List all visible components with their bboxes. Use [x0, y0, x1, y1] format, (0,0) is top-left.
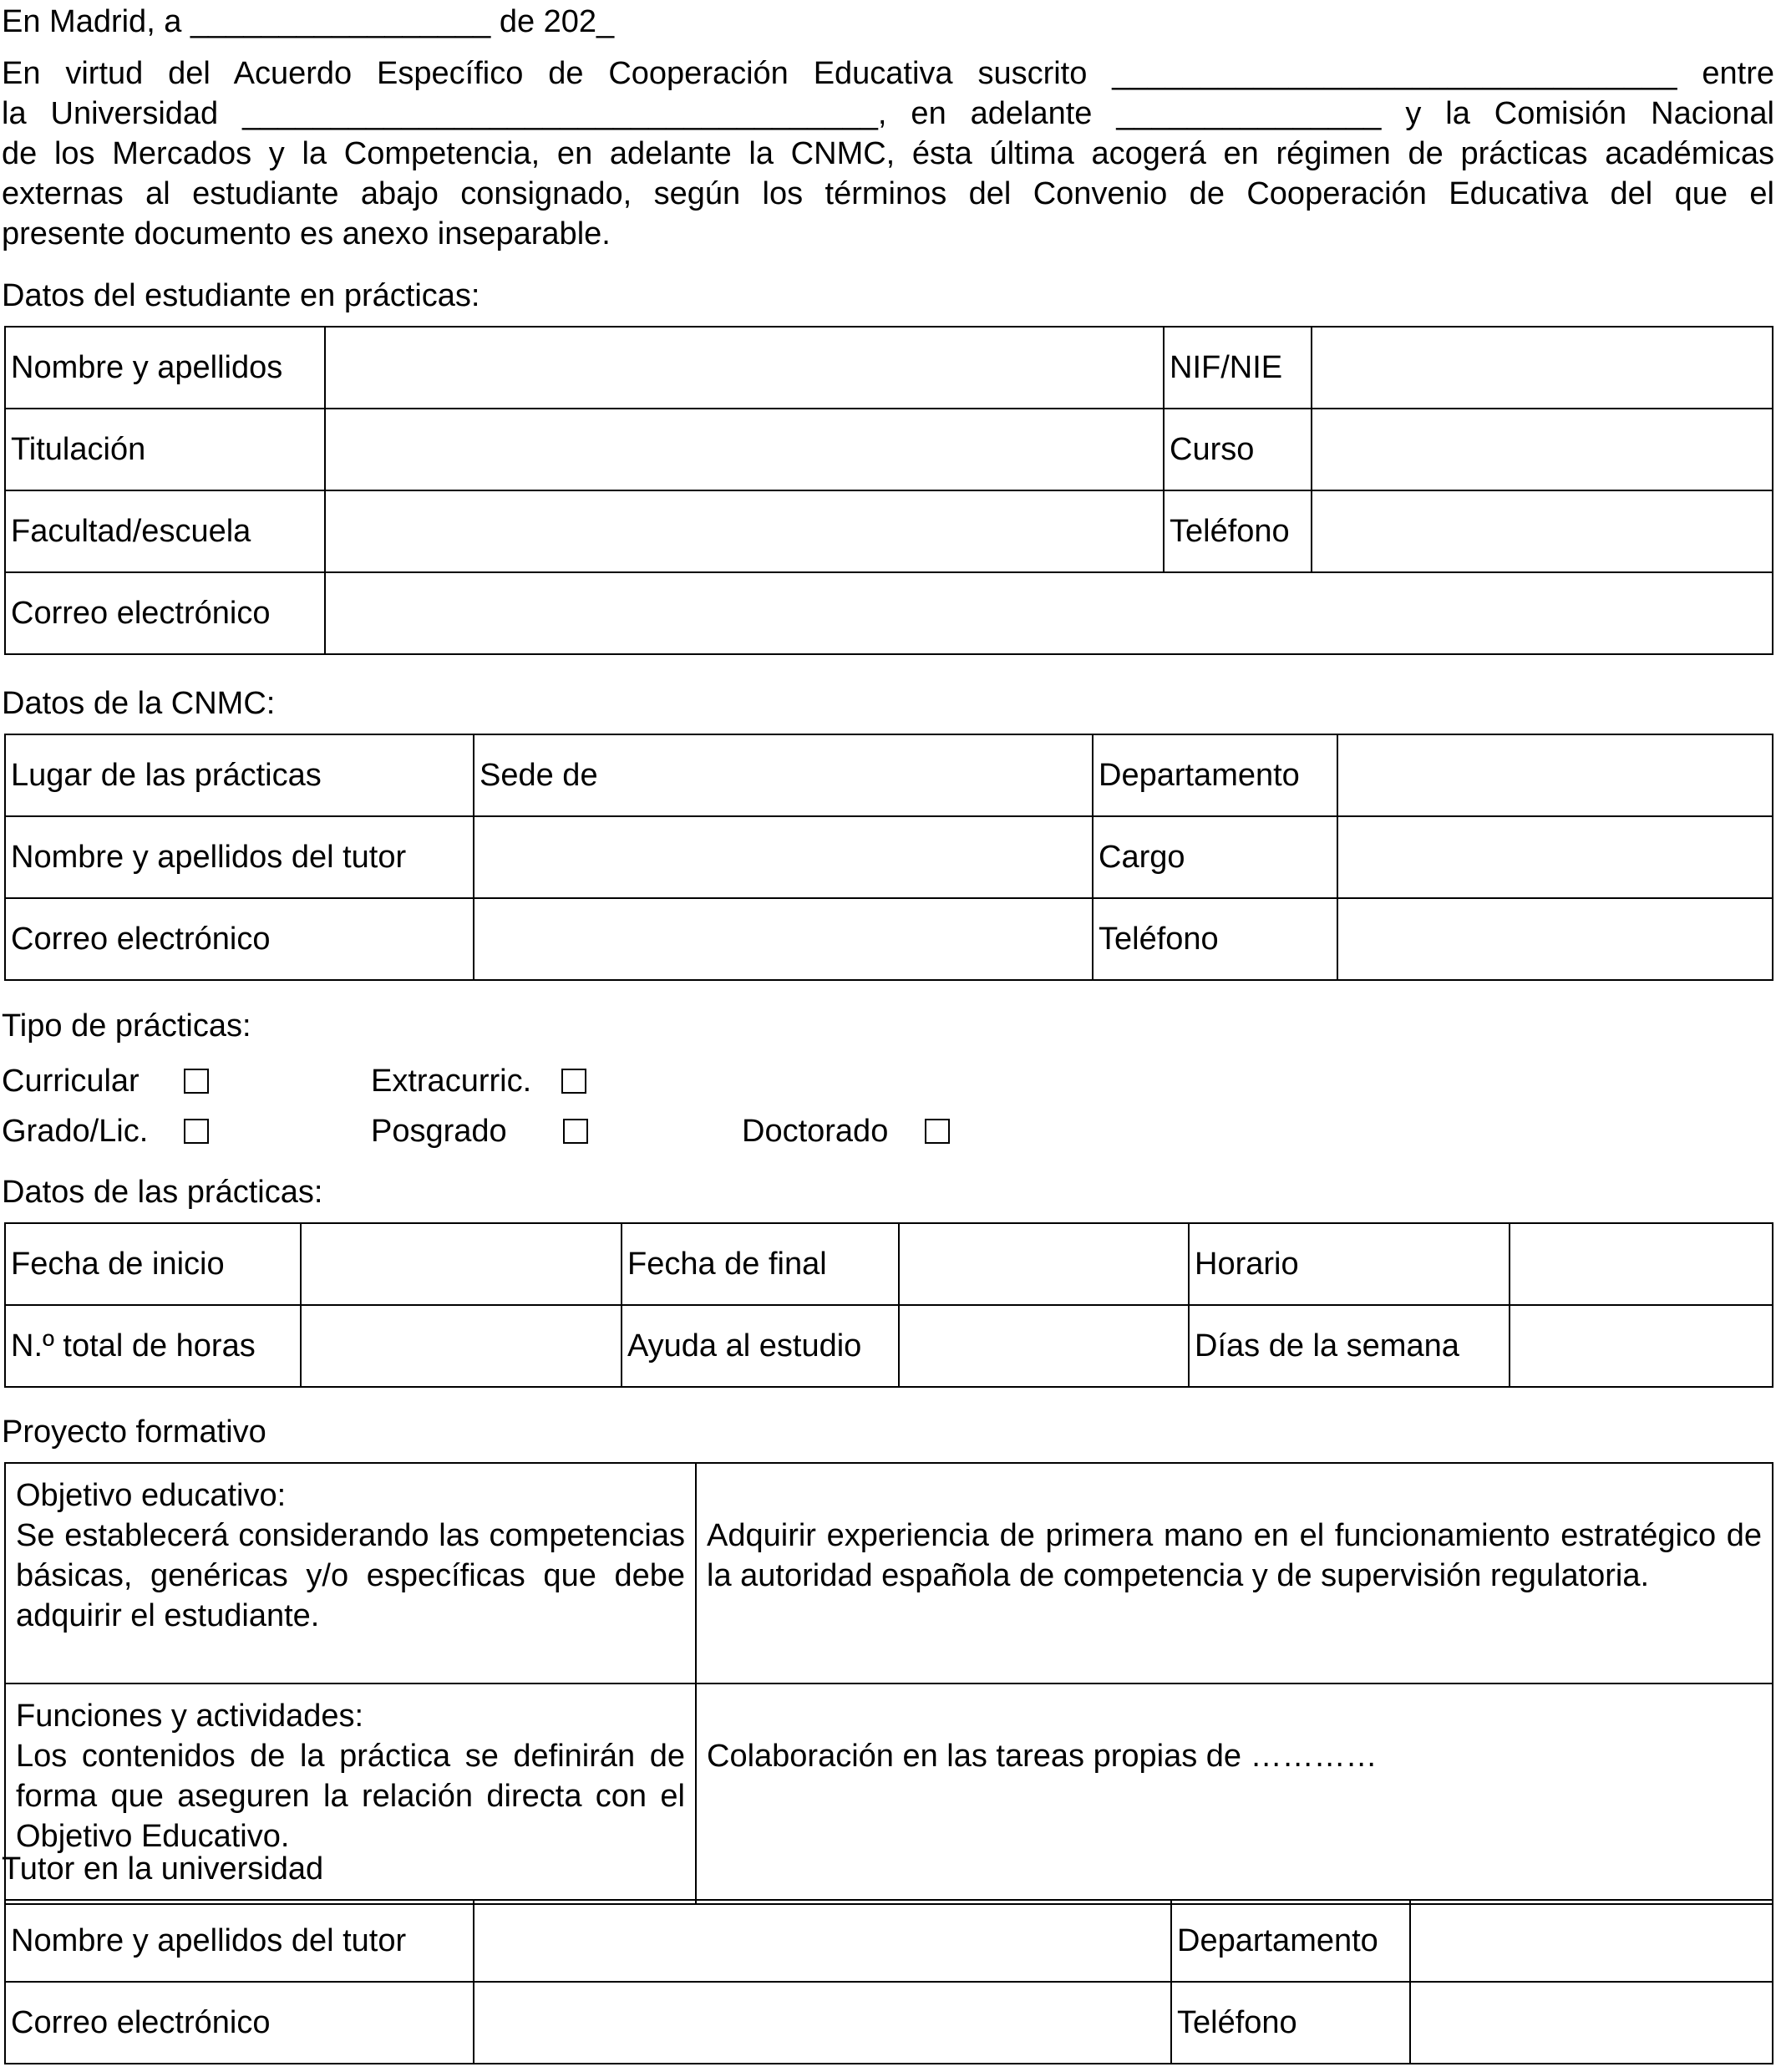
table-row	[5, 490, 1773, 572]
cnmc-heading: Datos de la CNMC:	[2, 686, 276, 721]
project-heading: Proyecto formativo	[2, 1414, 266, 1450]
curricular-checkbox[interactable]	[184, 1069, 209, 1094]
objective-cell	[5, 1463, 696, 1684]
dept-label: Departamento	[1093, 734, 1337, 816]
faculty-label: Facultad/escuela	[5, 490, 325, 572]
uni-tutor-heading: Tutor en la universidad	[2, 1851, 324, 1887]
objective-value: Adquirir experiencia de primera mano en el funcionamiento estratégico de la autoridad española de competencia y de supervisión regulatoria.	[707, 1518, 1762, 1593]
email-label: Correo electrónico	[5, 898, 474, 980]
table-row	[5, 1463, 1773, 1684]
grado-checkbox[interactable]	[184, 1119, 209, 1144]
table-row	[5, 409, 1773, 490]
place-field[interactable]: Sede de	[474, 734, 1093, 816]
email-field[interactable]	[474, 1982, 1171, 2064]
posgrado-checkbox[interactable]	[563, 1119, 588, 1144]
student-heading: Datos del estudiante en prácticas:	[2, 278, 480, 313]
email-field[interactable]	[325, 572, 1773, 654]
days-field[interactable]	[1510, 1305, 1773, 1387]
place-label: Lugar de las prácticas	[5, 734, 474, 816]
course-label: Curso	[1164, 409, 1312, 490]
table-row	[5, 1223, 1773, 1305]
intro-line: la Universidad ____________________________________, en adelante _______________ y la Comisión Nacional	[2, 96, 1774, 131]
objective-title: Objetivo educativo:	[16, 1478, 287, 1513]
tutor-label: Nombre y apellidos del tutor	[5, 1900, 474, 1982]
internship-table	[4, 1222, 1773, 1388]
phone-label: Teléfono	[1164, 490, 1312, 572]
doctorado-checkbox[interactable]	[925, 1119, 950, 1144]
objective-value-cell[interactable]	[696, 1463, 1773, 1684]
project-table	[4, 1462, 1773, 1905]
dept-field[interactable]	[1410, 1900, 1773, 1982]
degree-field[interactable]	[325, 409, 1164, 490]
dept-label: Departamento	[1171, 1900, 1410, 1982]
intro-line: de los Mercados y la Competencia, en adelante la CNMC, ésta última acogerá en régimen de prácticas académicas	[2, 136, 1774, 171]
objective-description: Se establecerá considerando las competencias básicas, genéricas y/o específicas que debe adquirir el estudiante.	[16, 1518, 685, 1633]
schedule-label: Horario	[1189, 1223, 1510, 1305]
dept-field[interactable]	[1337, 734, 1773, 816]
degree-label: Titulación	[5, 409, 325, 490]
id-field[interactable]	[1312, 327, 1773, 409]
table-row	[5, 816, 1773, 898]
table-row	[5, 1305, 1773, 1387]
email-label: Correo electrónico	[5, 1982, 474, 2064]
functions-value: Colaboración en las tareas propias de …………	[707, 1739, 1378, 1774]
table-row	[5, 898, 1773, 980]
phone-field[interactable]	[1337, 898, 1773, 980]
table-row	[5, 327, 1773, 409]
intro-line: externas al estudiante abajo consignado, según los términos del Convenio de Cooperación Educativa del que el	[2, 176, 1774, 211]
curricular-label: Curricular	[2, 1064, 140, 1099]
table-row	[5, 572, 1773, 654]
email-field[interactable]	[474, 898, 1093, 980]
phone-label: Teléfono	[1171, 1982, 1410, 2064]
table-row	[5, 734, 1773, 816]
end-field[interactable]	[899, 1223, 1189, 1305]
aid-field[interactable]	[899, 1305, 1189, 1387]
aid-label: Ayuda al estudio	[622, 1305, 899, 1387]
place-date-line: En Madrid, a _________________ de 202_	[2, 4, 615, 39]
email-label: Correo electrónico	[5, 572, 325, 654]
functions-title: Funciones y actividades:	[16, 1699, 364, 1734]
tutor-label: Nombre y apellidos del tutor	[5, 816, 474, 898]
start-field[interactable]	[301, 1223, 622, 1305]
phone-label: Teléfono	[1093, 898, 1337, 980]
table-row	[5, 1982, 1773, 2064]
extracurricular-label: Extracurric.	[371, 1064, 532, 1099]
student-table	[4, 326, 1773, 655]
uni-tutor-table	[4, 1899, 1773, 2064]
position-label: Cargo	[1093, 816, 1337, 898]
type-heading: Tipo de prácticas:	[2, 1008, 251, 1044]
course-field[interactable]	[1312, 409, 1773, 490]
table-row	[5, 1900, 1773, 1982]
position-field[interactable]	[1337, 816, 1773, 898]
extracurricular-checkbox[interactable]	[561, 1069, 586, 1094]
functions-description: Los contenidos de la práctica se definirán de forma que aseguren la relación directa con el Objetivo Educativo.	[16, 1739, 685, 1854]
tutor-field[interactable]	[474, 816, 1093, 898]
functions-value-cell[interactable]	[696, 1684, 1773, 1904]
posgrado-label: Posgrado	[371, 1114, 507, 1149]
name-field[interactable]	[325, 327, 1164, 409]
schedule-field[interactable]	[1510, 1223, 1773, 1305]
name-label: Nombre y apellidos	[5, 327, 325, 409]
hours-label: N.º total de horas	[5, 1305, 301, 1387]
doctorado-label: Doctorado	[742, 1114, 889, 1149]
id-label: NIF/NIE	[1164, 327, 1312, 409]
days-label: Días de la semana	[1189, 1305, 1510, 1387]
start-label: Fecha de inicio	[5, 1223, 301, 1305]
intro-line: presente documento es anexo inseparable.	[2, 216, 611, 251]
grado-label: Grado/Lic.	[2, 1114, 149, 1149]
faculty-field[interactable]	[325, 490, 1164, 572]
phone-field[interactable]	[1410, 1982, 1773, 2064]
intro-line: En virtud del Acuerdo Específico de Cooperación Educativa suscrito ________________________________ entre	[2, 56, 1774, 91]
phone-field[interactable]	[1312, 490, 1773, 572]
tutor-field[interactable]	[474, 1900, 1171, 1982]
end-label: Fecha de final	[622, 1223, 899, 1305]
cnmc-table	[4, 734, 1773, 981]
internship-heading: Datos de las prácticas:	[2, 1175, 323, 1210]
hours-field[interactable]	[301, 1305, 622, 1387]
intro-paragraph	[2, 53, 1774, 254]
